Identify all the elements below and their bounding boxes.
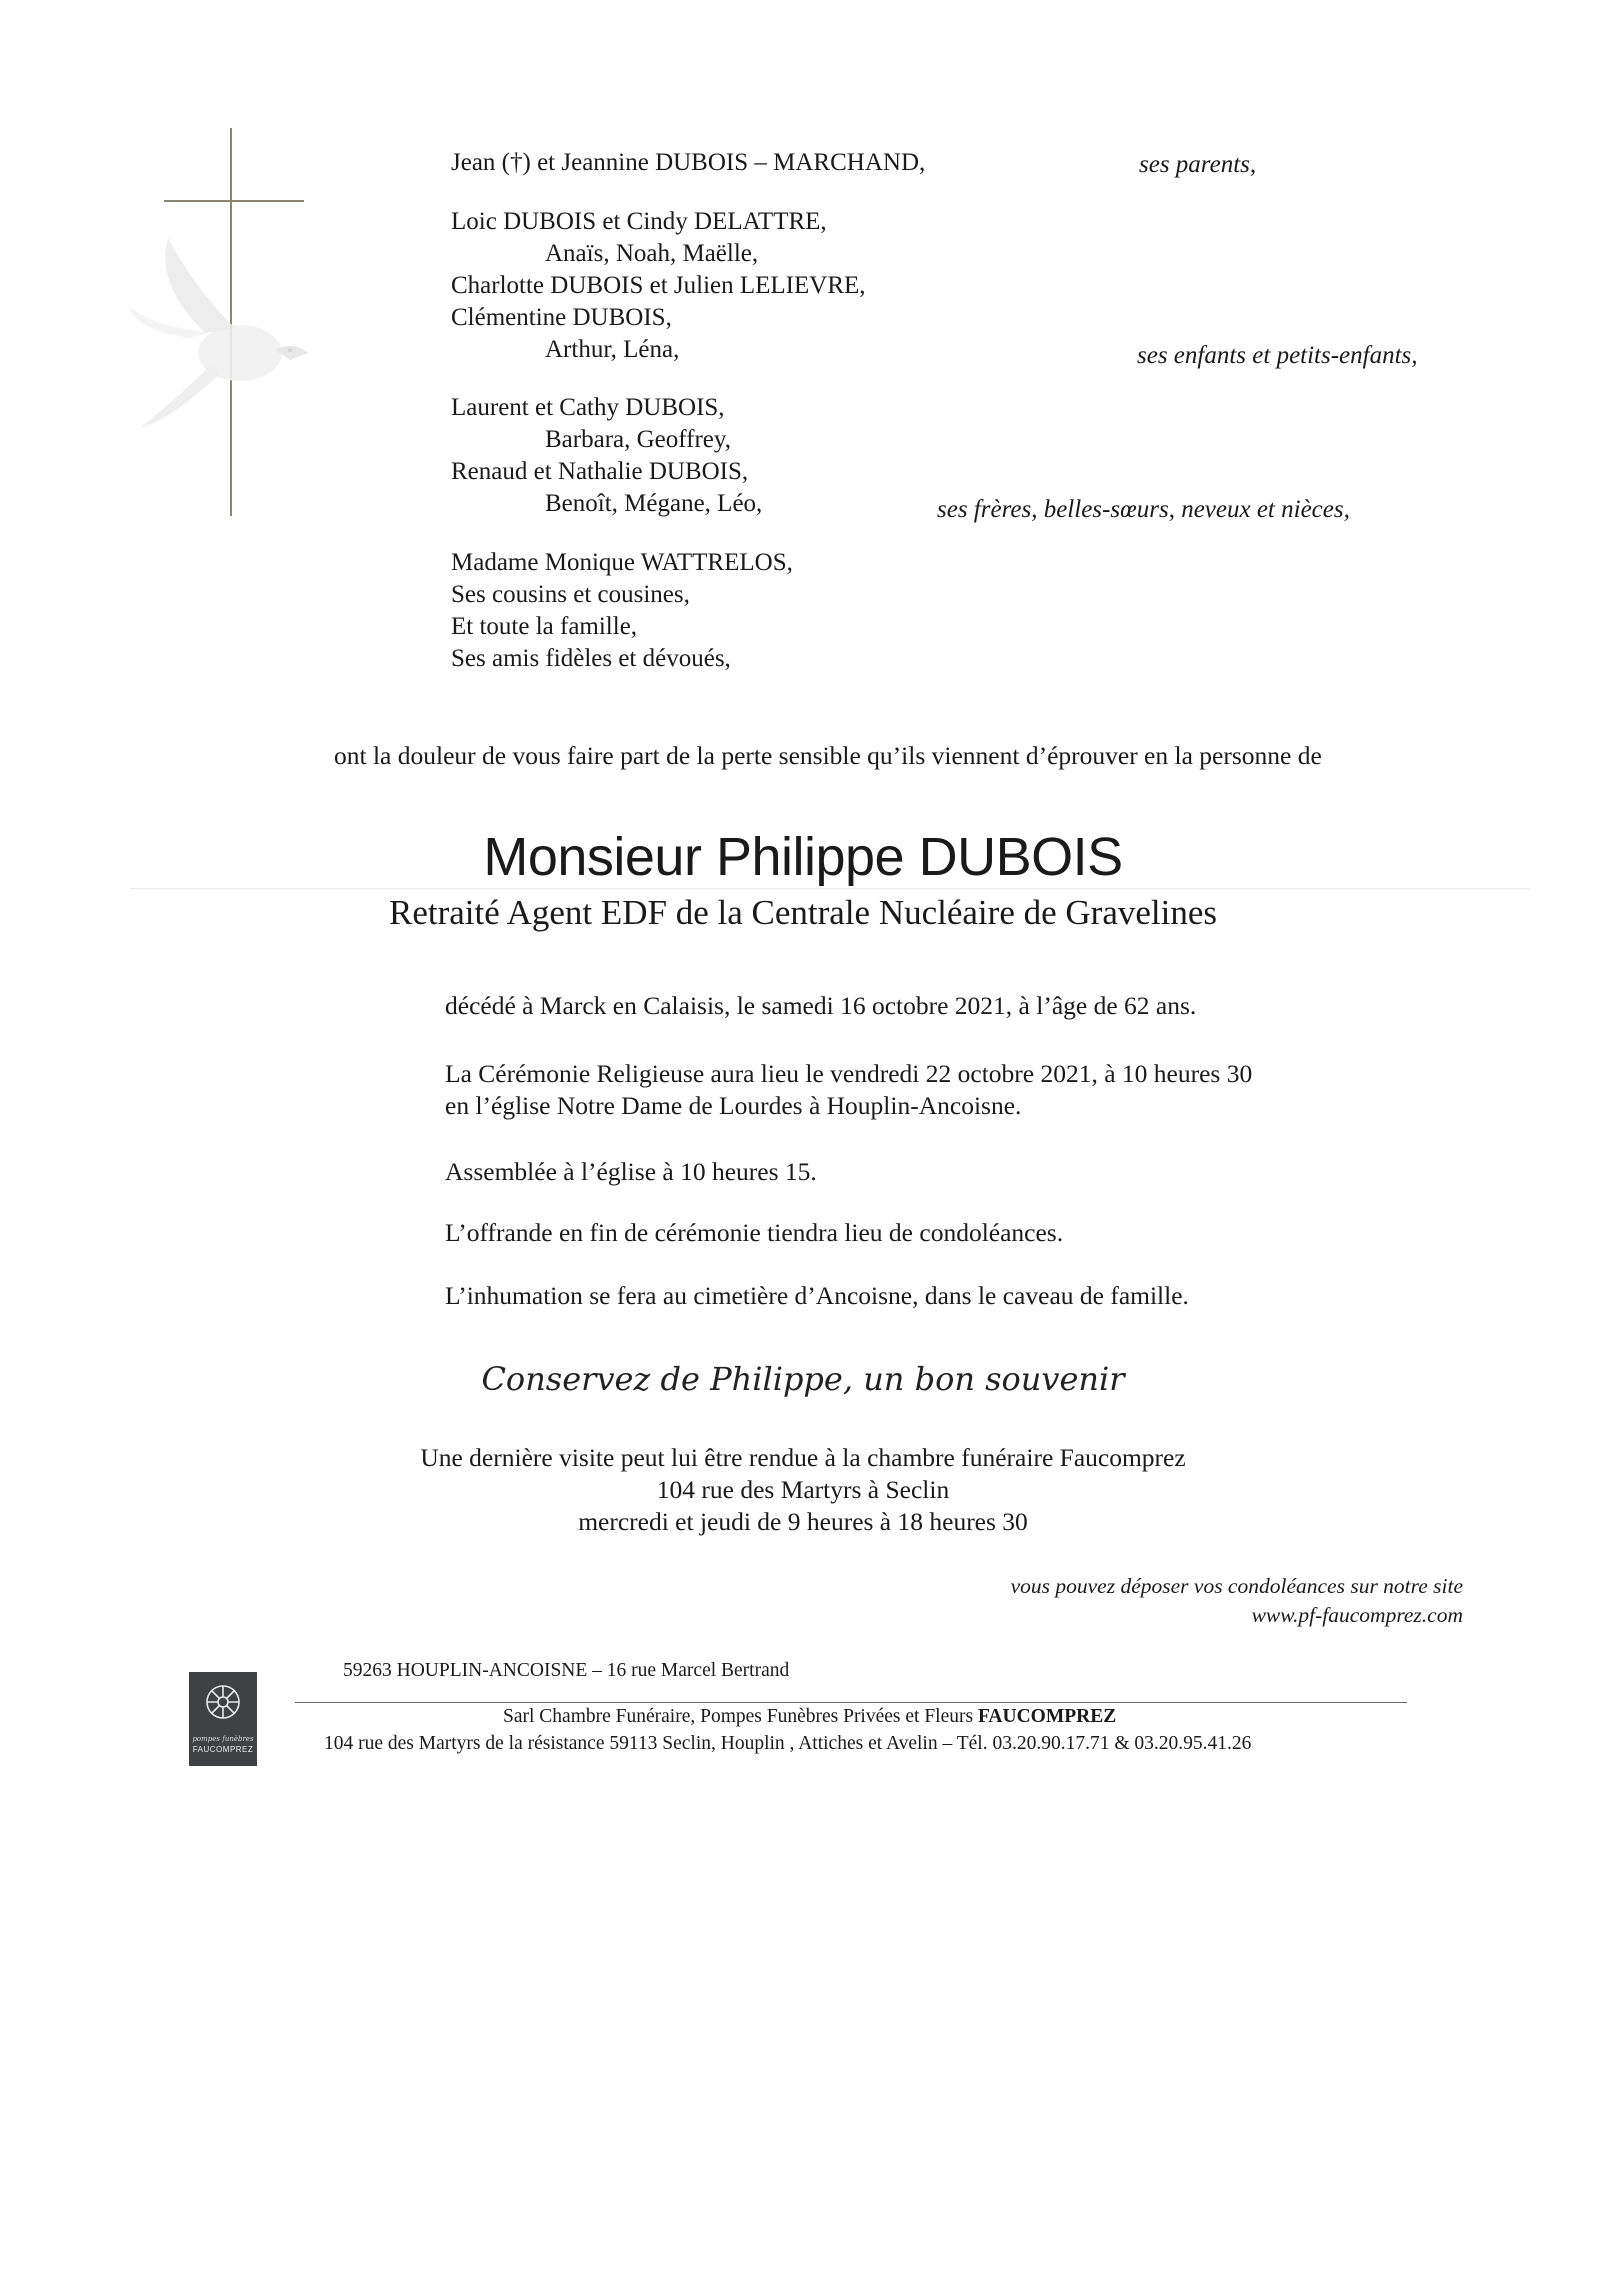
condolences-note [1011,1572,1463,1630]
deceased-subtitle: Retraité Agent EDF de la Centrale Nucléaire de Gravelines [388,893,1217,932]
ceremony-line: La Cérémonie Religieuse aura lieu le vendredi 22 octobre 2021, à 10 heures 30 [445,1059,1253,1088]
family-siblings [451,392,762,520]
announcement-intro: ont la douleur de vous faire part de la perte sensible qu’ils viennent d’éprouver en la personne de [334,741,1322,770]
children-line: Clémentine DUBOIS, [451,304,672,331]
funeral-home-logo [189,1672,257,1766]
family-parents [451,147,925,179]
condolences-website[interactable]: www.pf-faucomprez.com [1251,1603,1463,1627]
footer-divider [295,1702,1407,1703]
parents-line: Jean (†) et Jeannine DUBOIS – MARCHAND, [451,149,926,176]
siblings-line: Barbara, Geoffrey, [545,426,732,453]
siblings-line: Laurent et Cathy DUBOIS, [451,394,725,421]
logo-brand: FAUCOMPREZ [192,1745,254,1754]
visit-line: mercredi et jeudi de 9 heures à 18 heures 30 [578,1507,1028,1536]
children-line: Arthur, Léna, [545,336,680,363]
others-line: Ses cousins et cousines, [451,581,690,608]
parents-role: ses parents, [1139,151,1257,178]
others-line: Et toute la famille, [451,613,638,640]
name-divider [130,888,1530,889]
siblings-line: Benoît, Mégane, Léo, [545,490,763,517]
cross-dove-decoration [130,128,320,520]
family-children [451,206,866,366]
children-line: Charlotte DUBOIS et Julien LELIEVRE, [451,272,866,299]
visit-line: Une dernière visite peut lui être rendue à la chambre funéraire Faucomprez [420,1443,1186,1472]
siblings-role: ses frères, belles-sœurs, neveux et nièces, [937,496,1350,523]
ceremony-details [445,1058,1252,1122]
assembly-details: Assemblée à l’église à 10 heures 15. [445,1157,817,1186]
others-line: Ses amis fidèles et dévoués, [451,645,731,672]
footer-company-name: FAUCOMPREZ [977,1706,1117,1727]
logo-tagline: pompes funèbres [192,1735,254,1743]
footer-company-prefix: Sarl Chambre Funéraire, Pompes Funèbres Privées et Fleurs [503,1706,974,1727]
dove-icon [130,238,308,428]
children-line: Anaïs, Noah, Maëlle, [545,240,759,267]
family-address: 59263 HOUPLIN-ANCOISNE – 16 rue Marcel Bertrand [343,1660,790,1681]
death-details: décédé à Marck en Calaisis, le samedi 16 octobre 2021, à l’âge de 62 ans. [445,991,1197,1020]
children-line: Loic DUBOIS et Cindy DELATTRE, [451,208,827,235]
children-role: ses enfants et petits-enfants, [1137,342,1418,369]
family-others [451,547,793,675]
burial-details: L’inhumation se fera au cimetière d’Ancoisne, dans le caveau de famille. [445,1281,1189,1310]
footer-contact: 104 rue des Martyrs de la résistance 59113 Seclin, Houplin , Attiches et Avelin – Tél. 03.20.90.17.71 & 03.20.95.41.26 [324,1733,1252,1754]
ceremony-line: en l’église Notre Dame de Lourdes à Houplin-Ancoisne. [445,1091,1022,1120]
deceased-name: Monsieur Philippe DUBOIS [483,827,1123,887]
condolences-text: vous pouvez déposer vos condoléances sur notre site [1010,1574,1463,1598]
remembrance-line: Conservez de Philippe, un bon souvenir [481,1360,1125,1398]
siblings-line: Renaud et Nathalie DUBOIS, [451,458,749,485]
cross-icon [164,128,304,516]
offering-details: L’offrande en fin de cérémonie tiendra lieu de condoléances. [445,1218,1064,1247]
footer-company [503,1706,1116,1728]
visit-info [0,1442,1606,1538]
visit-line: 104 rue des Martyrs à Seclin [656,1475,950,1504]
flower-emblem-icon [189,1672,257,1734]
others-line: Madame Monique WATTRELOS, [451,549,793,576]
